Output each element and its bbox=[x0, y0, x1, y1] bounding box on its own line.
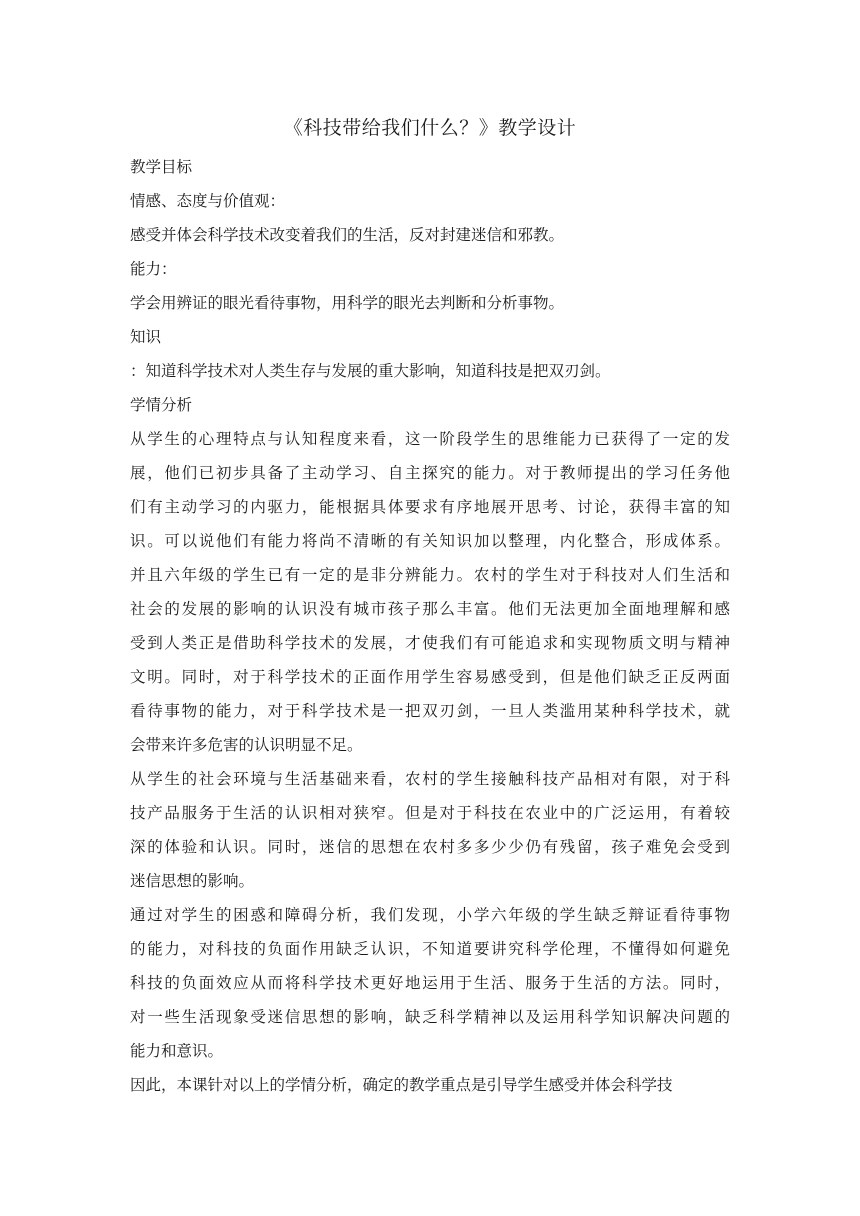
text-line: 迷信思想的影响。 bbox=[130, 872, 255, 890]
section-knowledge-text bbox=[130, 354, 730, 388]
section-analysis-p4 bbox=[130, 1068, 730, 1102]
text-line: 能力： bbox=[130, 260, 177, 278]
section-analysis-heading bbox=[130, 388, 730, 422]
text-line: 学会用辨证的眼光看待事物，用科学的眼光去判断和分析事物。 bbox=[130, 294, 565, 312]
text-line: 教学目标 bbox=[130, 158, 193, 176]
text-line: 技产品服务于生活的认识相对狭窄。但是对于科技在农业中的广泛运用，有着较 bbox=[130, 804, 730, 822]
text-line: 展，他们已初步具备了主动学习、自主探究的能力。对于教师提出的学习任务他 bbox=[130, 464, 730, 482]
section-analysis-p2 bbox=[130, 762, 730, 898]
text-line: 会带来许多危害的认识明显不足。 bbox=[130, 736, 363, 754]
text-line: 感受并体会科学技术改变着我们的生活，反对封建迷信和邪教。 bbox=[130, 226, 565, 244]
text-line: 从学生的社会环境与生活基础来看，农村的学生接触科技产品相对有限，对于科 bbox=[130, 770, 730, 788]
text-line: 科技的负面效应从而将科学技术更好地运用于生活、服务于生活的方法。同时， bbox=[130, 974, 730, 992]
text-line: 识。可以说他们有能力将尚不清晰的有关知识加以整理，内化整合，形成体系。 bbox=[130, 532, 730, 550]
text-line: 因此，本课针对以上的学情分析，确定的教学重点是引导学生感受并体会科学技 bbox=[130, 1076, 673, 1094]
text-line: ：知道科学技术对人类生存与发展的重大影响，知道科技是把双刃剑。 bbox=[130, 362, 611, 380]
section-ability-heading bbox=[130, 252, 730, 286]
text-line: 通过对学生的困惑和障碍分析，我们发现，小学六年级的学生缺乏辩证看待事物 bbox=[130, 906, 730, 924]
section-analysis-p3 bbox=[130, 898, 730, 1068]
section-emotion-heading bbox=[130, 184, 730, 218]
text-line: 社会的发展的影响的认识没有城市孩子那么丰富。他们无法更加全面地理解和感 bbox=[130, 600, 730, 618]
document-body bbox=[130, 150, 730, 1102]
text-line: 对一些生活现象受迷信思想的影响，缺乏科学精神以及运用科学知识解决问题的 bbox=[130, 1008, 730, 1026]
section-ability-text bbox=[130, 286, 730, 320]
text-line: 能力和意识。 bbox=[130, 1042, 224, 1060]
document-title: 《科技带给我们什么？》教学设计 bbox=[283, 117, 577, 139]
text-line: 们有主动学习的内驱力，能根据具体要求有序地展开思考、讨论，获得丰富的知 bbox=[130, 498, 730, 516]
text-line: 学情分析 bbox=[130, 396, 193, 414]
section-emotion-text bbox=[130, 218, 730, 252]
section-knowledge-heading bbox=[130, 320, 730, 354]
text-line: 看待事物的能力，对于科学技术是一把双刃剑，一旦人类滥用某种科学技术，就 bbox=[130, 702, 730, 720]
text-line: 文明。同时，对于科学技术的正面作用学生容易感受到，但是他们缺乏正反两面 bbox=[130, 668, 730, 686]
text-line: 受到人类正是借助科学技术的发展，才使我们有可能追求和实现物质文明与精神 bbox=[130, 634, 730, 652]
text-line: 情感、态度与价值观： bbox=[130, 192, 286, 210]
section-analysis-p1 bbox=[130, 422, 730, 762]
text-line: 深的体验和认识。同时，迷信的思想在农村多多少少仍有残留，孩子难免会受到 bbox=[130, 838, 730, 856]
text-line: 的能力，对科技的负面作用缺乏认识，不知道要讲究科学伦理，不懂得如何避免 bbox=[130, 940, 730, 958]
section-goal bbox=[130, 150, 730, 184]
text-line: 从学生的心理特点与认知程度来看，这一阶段学生的思维能力已获得了一定的发 bbox=[130, 430, 730, 448]
text-line: 并且六年级的学生已有一定的是非分辨能力。农村的学生对于科技对人们生活和 bbox=[130, 566, 730, 584]
text-line: 知识 bbox=[130, 328, 162, 346]
